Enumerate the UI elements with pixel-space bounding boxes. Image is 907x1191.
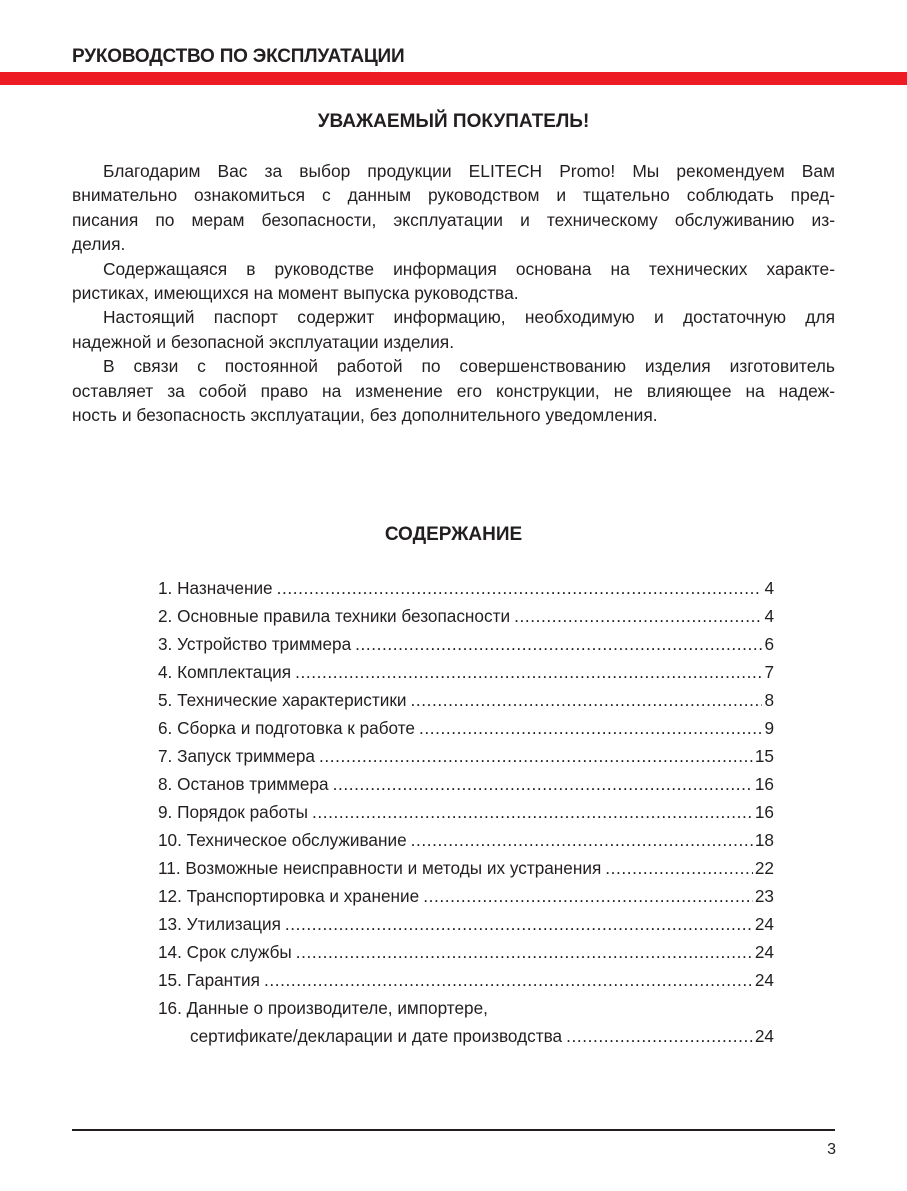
toc-entry-page: 6	[764, 634, 774, 654]
intro-line: ристиках, имеющихся на момент выпуска руководства.	[72, 282, 519, 303]
toc-leader-dots	[319, 742, 753, 770]
toc-entry[interactable]	[158, 938, 774, 966]
toc-leader-dots	[419, 714, 762, 742]
intro-line: ность и безопасность эксплуатации, без дополнительного уведомления.	[72, 404, 658, 425]
toc-entry-page: 15	[754, 746, 774, 766]
header-accent-bar	[0, 72, 907, 85]
toc-entry-label: 4. Комплектация	[158, 662, 292, 682]
greeting-title: УВАЖАЕМЫЙ ПОКУПАТЕЛЬ!	[317, 111, 590, 132]
toc-entry[interactable]	[158, 994, 774, 1022]
page-number: 3	[827, 1141, 836, 1158]
toc-entry-page: 16	[754, 774, 774, 794]
toc-entry-page: 23	[754, 886, 774, 906]
toc-entry[interactable]	[158, 630, 774, 658]
toc-entry[interactable]	[158, 882, 774, 910]
toc-entry[interactable]	[158, 966, 774, 994]
toc-leader-dots	[605, 854, 753, 882]
toc-entry-page: 16	[754, 802, 774, 822]
intro-line: Содержащаяся в руководстве информация основана на технических характе-	[103, 258, 835, 279]
intro-line: В связи с постоянной работой по совершенствованию изделия изготовитель	[103, 356, 835, 377]
running-header-title: РУКОВОДСТВО ПО ЭКСПЛУАТАЦИИ	[72, 46, 405, 67]
toc-leader-dots	[410, 686, 762, 714]
toc-entry-page: 24	[754, 1026, 774, 1046]
table-of-contents	[158, 574, 774, 1050]
toc-leader-dots	[355, 630, 762, 658]
toc-leader-dots	[296, 938, 753, 966]
toc-entry-page: 4	[764, 606, 774, 626]
toc-leader-dots	[333, 770, 753, 798]
toc-entry-label: 5. Технические характеристики	[158, 690, 407, 710]
toc-leader-dots	[295, 658, 762, 686]
intro-line: делия.	[72, 234, 126, 255]
toc-entry-page: 24	[754, 970, 774, 990]
toc-entry-page: 4	[764, 578, 774, 598]
intro-line: Благодарим Вас за выбор продукции ELITECH Promo! Мы рекомендуем Вам	[103, 161, 835, 181]
toc-entry-label: 11. Возможные неисправности и методы их устранения	[158, 858, 602, 878]
toc-entry[interactable]	[158, 574, 774, 602]
toc-leader-dots	[277, 574, 763, 602]
toc-entry[interactable]	[158, 742, 774, 770]
footer-divider	[72, 1129, 835, 1131]
toc-entry-label-continued: сертификате/декларации и дате производства	[190, 1026, 563, 1046]
contents-title: СОДЕРЖАНИЕ	[384, 524, 523, 545]
toc-leader-dots	[312, 798, 753, 826]
toc-entry[interactable]	[158, 826, 774, 854]
toc-entry-page: 24	[754, 914, 774, 934]
toc-leader-dots	[411, 826, 753, 854]
toc-entry-label: 15. Гарантия	[158, 970, 260, 990]
toc-leader-dots	[423, 882, 753, 910]
intro-line: внимательно ознакомиться с данным руководством и тщательно соблюдать пред-	[72, 185, 835, 206]
toc-entry[interactable]	[158, 910, 774, 938]
toc-entry-label: 3. Устройство триммера	[158, 634, 352, 654]
toc-leader-dots	[514, 602, 762, 630]
toc-entry-page: 22	[754, 858, 774, 878]
toc-entry[interactable]	[158, 798, 774, 826]
toc-entry-label: 13. Утилизация	[158, 914, 281, 934]
intro-line: надежной и безопасной эксплуатации изделия.	[72, 331, 455, 352]
toc-entry-label: 12. Транспортировка и хранение	[158, 886, 420, 906]
toc-entry-continuation[interactable]	[158, 1022, 774, 1050]
toc-entry-label: 2. Основные правила техники безопасности	[158, 606, 511, 626]
toc-entry[interactable]	[158, 602, 774, 630]
toc-entry-label: 1. Назначение	[158, 578, 273, 598]
intro-line: оставляет за собой право на изменение его конструкции, не влияющее на надеж-	[72, 380, 835, 401]
toc-entry-page: 18	[754, 830, 774, 850]
toc-entry-label: 8. Останов триммера	[158, 774, 329, 794]
intro-line: Настоящий паспорт содержит информацию, необходимую и достаточную для	[103, 307, 835, 328]
toc-entry-label: 10. Техническое обслуживание	[158, 830, 407, 850]
toc-leader-dots	[264, 966, 753, 994]
toc-entry[interactable]	[158, 714, 774, 742]
intro-line: писания по мерам безопасности, эксплуатации и техническому обслуживанию из-	[72, 209, 835, 230]
toc-entry-page: 9	[764, 718, 774, 738]
toc-entry[interactable]	[158, 770, 774, 798]
toc-leader-dots	[285, 910, 753, 938]
toc-entry[interactable]	[158, 854, 774, 882]
toc-entry-label: 14. Срок службы	[158, 942, 292, 962]
toc-entry-label: 7. Запуск триммера	[158, 746, 315, 766]
toc-entry-page: 8	[764, 690, 774, 710]
toc-leader-dots	[566, 1022, 753, 1050]
toc-entry-label: 16. Данные о производителе, импортере,	[158, 998, 488, 1018]
toc-entry[interactable]	[158, 658, 774, 686]
toc-entry-page: 24	[754, 942, 774, 962]
toc-entry[interactable]	[158, 686, 774, 714]
toc-entry-label: 6. Сборка и подготовка к работе	[158, 718, 415, 738]
intro-text	[72, 159, 835, 427]
toc-entry-label: 9. Порядок работы	[158, 802, 308, 822]
toc-entry-page: 7	[764, 662, 774, 682]
